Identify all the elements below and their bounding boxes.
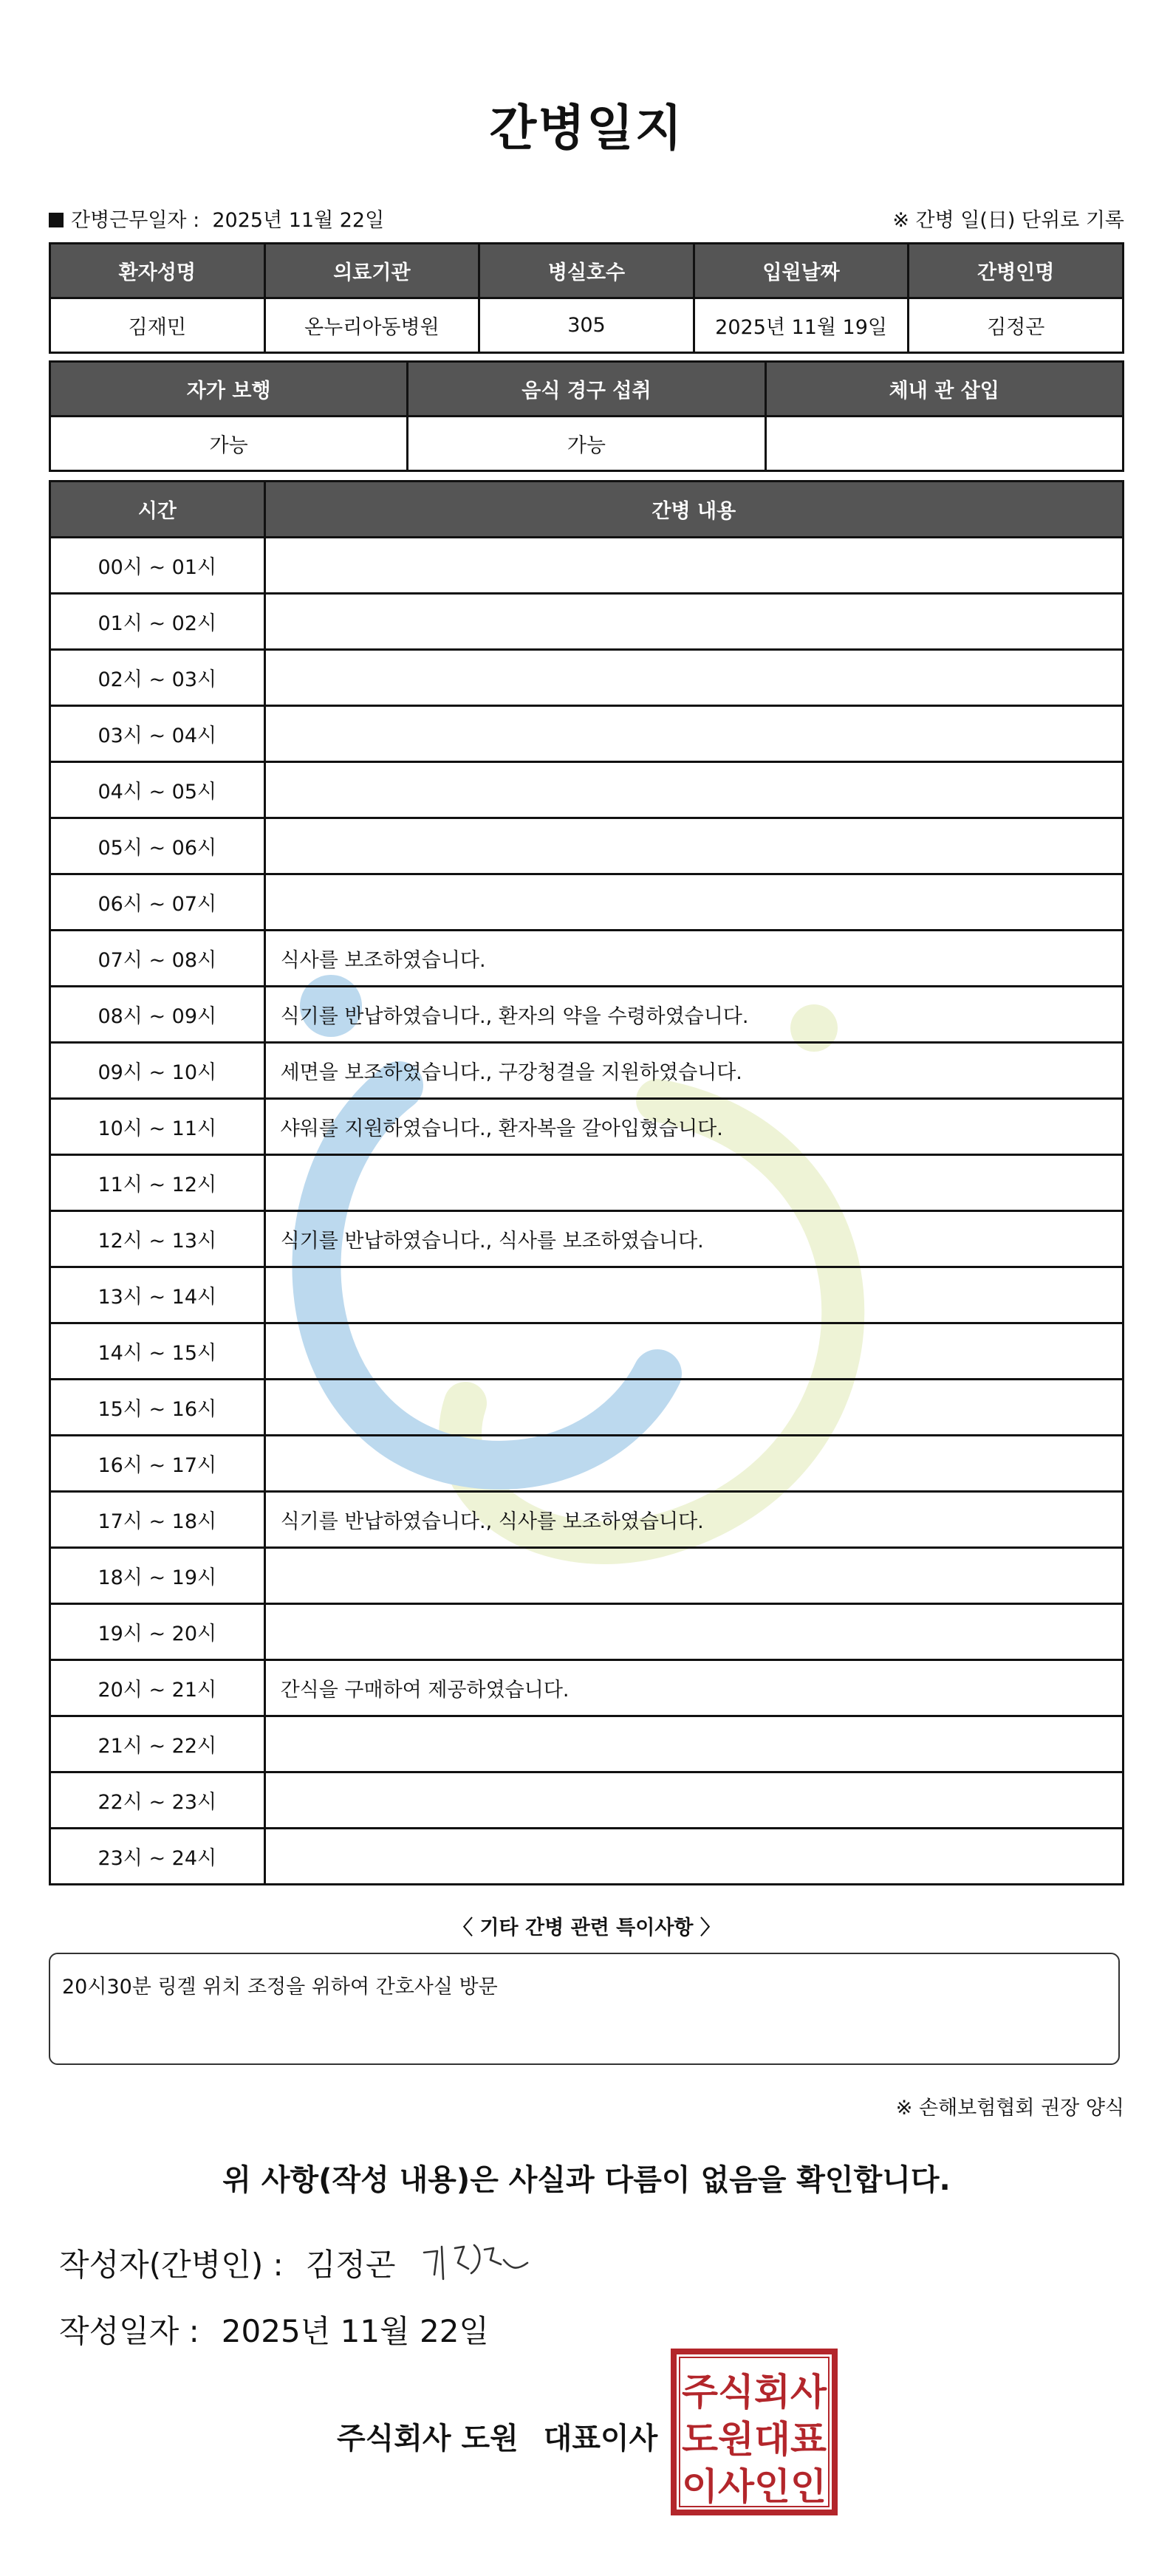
- care-content-cell: [264, 1323, 1123, 1380]
- care-content-cell: [264, 1267, 1123, 1323]
- care-content-cell: [264, 706, 1123, 762]
- status-header: 음식 경구 섭취: [408, 362, 765, 417]
- care-content-cell: [264, 1155, 1123, 1211]
- care-content-cell: [264, 1604, 1123, 1660]
- time-cell: 10시 ~ 11시: [50, 1099, 265, 1155]
- writer-name: 김정곤: [305, 2247, 396, 2283]
- table-row: [50, 538, 1124, 594]
- care-content-cell: 샤워를 지원하였습니다., 환자복을 갈아입혔습니다.: [264, 1099, 1123, 1155]
- care-content-cell: 식기를 반납하였습니다., 식사를 보조하였습니다.: [264, 1492, 1123, 1548]
- company-title: 대표이사: [543, 2422, 658, 2456]
- writer-label: 작성자(간병인) :: [59, 2247, 284, 2283]
- table-row: [50, 650, 1124, 706]
- patient-header: 입원날짜: [694, 244, 909, 298]
- time-cell: 00시 ~ 01시: [50, 538, 265, 594]
- write-date-label: 작성일자 :: [59, 2313, 199, 2349]
- care-content-cell: [264, 1436, 1123, 1492]
- table-row: [50, 874, 1124, 931]
- care-content-cell: 식기를 반납하였습니다., 식사를 보조하였습니다.: [264, 1211, 1123, 1267]
- work-info-row: [49, 204, 1124, 233]
- company-seal-icon: [671, 2349, 838, 2515]
- time-cell: 18시 ~ 19시: [50, 1548, 265, 1604]
- care-content-cell: 세면을 보조하였습니다., 구강청결을 지원하였습니다.: [264, 1043, 1123, 1099]
- patient-status-table: [49, 360, 1124, 472]
- care-content-cell: [264, 1548, 1123, 1604]
- care-content-cell: [264, 762, 1123, 818]
- write-date-line: [59, 2307, 489, 2351]
- time-cell: 14시 ~ 15시: [50, 1323, 265, 1380]
- time-cell: 08시 ~ 09시: [50, 987, 265, 1043]
- content-header: 간병 내용: [264, 482, 1123, 538]
- time-cell: 15시 ~ 16시: [50, 1380, 265, 1436]
- status-header: 자가 보행: [50, 362, 408, 417]
- time-cell: 22시 ~ 23시: [50, 1772, 265, 1829]
- table-row: [50, 1604, 1124, 1660]
- table-row: [50, 1323, 1124, 1380]
- time-cell: 06시 ~ 07시: [50, 874, 265, 931]
- square-bullet-icon: [49, 213, 64, 227]
- time-cell: 20시 ~ 21시: [50, 1660, 265, 1716]
- table-row: [50, 1267, 1124, 1323]
- oral-intake-status-cell: 가능: [408, 417, 765, 471]
- time-cell: 04시 ~ 05시: [50, 762, 265, 818]
- time-cell: 11시 ~ 12시: [50, 1155, 265, 1211]
- care-content-cell: 간식을 구매하여 제공하였습니다.: [264, 1660, 1123, 1716]
- table-row: [50, 1772, 1124, 1829]
- work-date-value: 2025년 11월 22일: [212, 209, 385, 232]
- time-cell: 05시 ~ 06시: [50, 818, 265, 874]
- time-cell: 13시 ~ 14시: [50, 1267, 265, 1323]
- walking-status-cell: 가능: [50, 417, 408, 471]
- time-header: 시간: [50, 482, 265, 538]
- table-row: [50, 762, 1124, 818]
- confirmation-statement: 위 사항(작성 내용)은 사실과 다름이 없음을 확인합니다.: [222, 2163, 951, 2197]
- table-row: [50, 1043, 1124, 1099]
- seal-line: 주식회사: [682, 2371, 827, 2414]
- care-content-cell: [264, 1716, 1123, 1772]
- work-date-label: 간병근무일자 :: [71, 209, 200, 232]
- patient-header: 간병인명: [909, 244, 1124, 298]
- time-cell: 23시 ~ 24시: [50, 1829, 265, 1885]
- table-row: [50, 1155, 1124, 1211]
- special-notes-box: 20시30분 링겔 위치 조정을 위하여 간호사실 방문: [49, 1953, 1120, 2065]
- table-row: [50, 1436, 1124, 1492]
- table-row: [50, 706, 1124, 762]
- care-content-cell: [264, 538, 1123, 594]
- tube-insertion-status-cell: [765, 417, 1123, 471]
- table-row: [50, 1829, 1124, 1885]
- care-content-cell: [264, 594, 1123, 650]
- time-cell: 01시 ~ 02시: [50, 594, 265, 650]
- table-row: [50, 594, 1124, 650]
- care-log-body: [50, 538, 1124, 1885]
- time-cell: 17시 ~ 18시: [50, 1492, 265, 1548]
- table-row: [50, 1660, 1124, 1716]
- admission-date-cell: 2025년 11월 19일: [694, 298, 909, 353]
- patient-header: 의료기관: [264, 244, 479, 298]
- time-cell: 16시 ~ 17시: [50, 1436, 265, 1492]
- record-note: ※ 간병 일(日) 단위로 기록: [892, 209, 1124, 232]
- room-number-cell: 305: [479, 298, 694, 353]
- page-title: 간병일지: [489, 100, 684, 157]
- time-cell: 07시 ~ 08시: [50, 931, 265, 987]
- signature-icon: [417, 2230, 535, 2289]
- table-row: [50, 931, 1124, 987]
- time-cell: 21시 ~ 22시: [50, 1716, 265, 1772]
- time-cell: 03시 ~ 04시: [50, 706, 265, 762]
- patient-info-table: [49, 242, 1124, 354]
- care-content-cell: [264, 818, 1123, 874]
- caregiver-name-cell: 김정곤: [909, 298, 1124, 353]
- table-row: [50, 1099, 1124, 1155]
- special-notes-title: 〈 기타 간병 관련 특이사항 〉: [453, 1916, 720, 1939]
- table-row: [50, 1716, 1124, 1772]
- care-content-cell: 식사를 보조하였습니다.: [264, 931, 1123, 987]
- company-name: 주식회사 도원: [337, 2422, 519, 2456]
- table-row: [50, 1380, 1124, 1436]
- care-content-cell: 식기를 반납하였습니다., 환자의 약을 수령하였습니다.: [264, 987, 1123, 1043]
- care-content-cell: [264, 874, 1123, 931]
- patient-header: 병실호수: [479, 244, 694, 298]
- seal-line: 도원대표: [682, 2418, 827, 2461]
- company-line: [337, 2415, 683, 2457]
- patient-name-cell: 김재민: [50, 298, 265, 353]
- care-log-table: [49, 480, 1124, 1885]
- care-content-cell: [264, 1772, 1123, 1829]
- table-row: [50, 1548, 1124, 1604]
- work-date-info: [49, 204, 384, 233]
- time-cell: 19시 ~ 20시: [50, 1604, 265, 1660]
- care-content-cell: [264, 650, 1123, 706]
- writer-line: [59, 2241, 395, 2285]
- recommend-note: ※ 손해보험협회 권장 양식: [895, 2097, 1124, 2120]
- seal-line: 이사인인: [682, 2465, 827, 2508]
- table-row: [50, 1211, 1124, 1267]
- table-row: [50, 818, 1124, 874]
- hospital-cell: 온누리아동병원: [264, 298, 479, 353]
- time-cell: 12시 ~ 13시: [50, 1211, 265, 1267]
- time-cell: 02시 ~ 03시: [50, 650, 265, 706]
- write-date-value: 2025년 11월 22일: [221, 2313, 489, 2349]
- time-cell: 09시 ~ 10시: [50, 1043, 265, 1099]
- status-header: 체내 관 삽입: [765, 362, 1123, 417]
- care-content-cell: [264, 1829, 1123, 1885]
- care-content-cell: [264, 1380, 1123, 1436]
- table-row: [50, 987, 1124, 1043]
- patient-header: 환자성명: [50, 244, 265, 298]
- table-row: [50, 1492, 1124, 1548]
